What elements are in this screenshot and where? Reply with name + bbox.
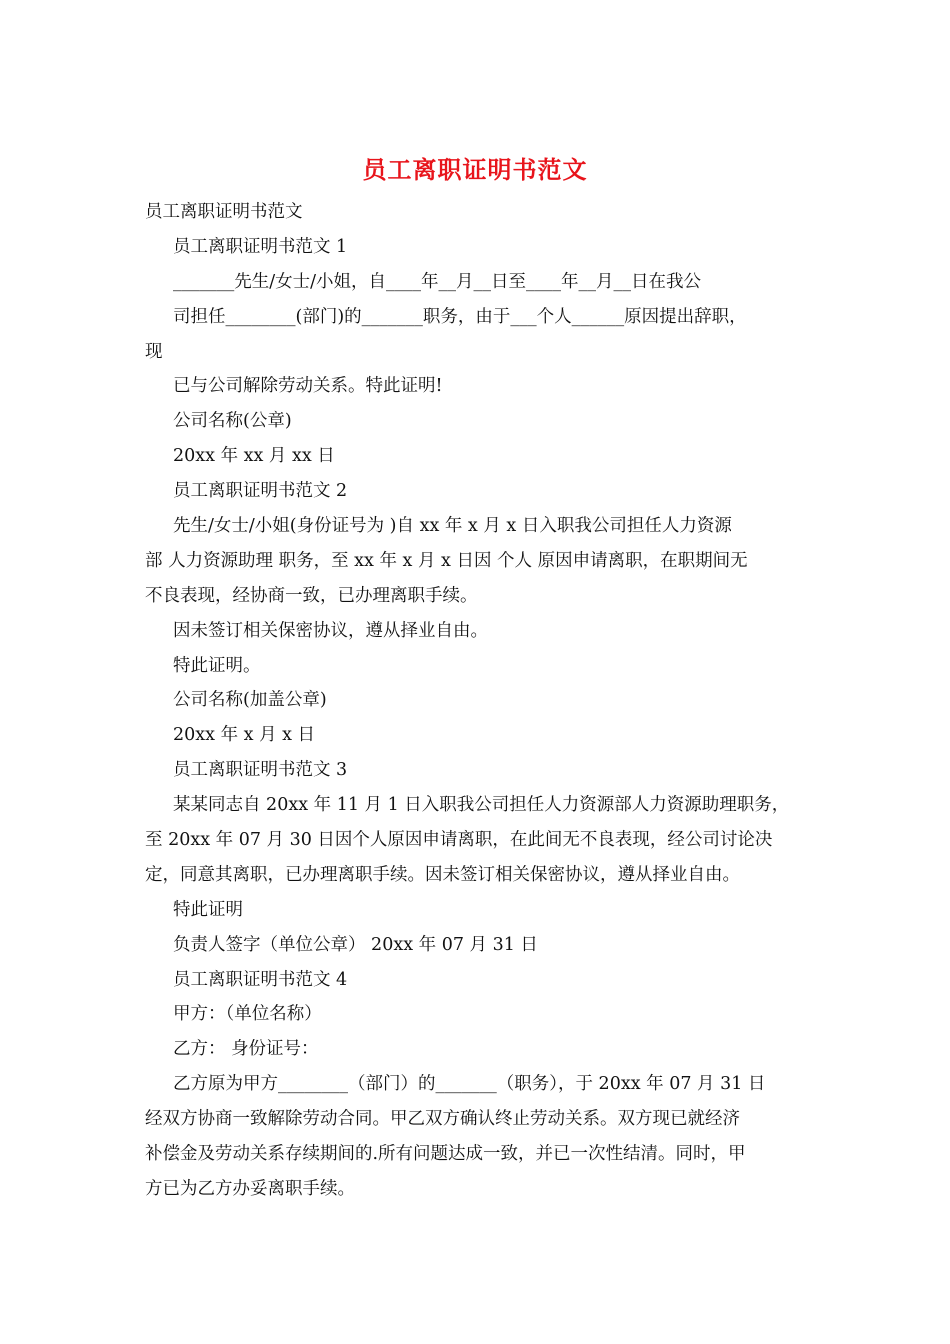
document-line: 员工离职证明书范文 [145, 202, 303, 222]
document-line: 已与公司解除劳动关系。特此证明! [173, 376, 443, 397]
document-line: 员工离职证明书范文 1 [173, 236, 348, 257]
document-line: 特此证明 [173, 899, 243, 920]
document-line: 司担任________(部门)的_______职务，由于___个人______原因提出辞职， [173, 306, 747, 327]
document-line: _______先生/女士/小姐，自____年__月__日至____年__月__日在我公 [173, 271, 702, 292]
document-line: 20xx 年 xx 月 xx 日 [173, 446, 335, 467]
document-line: 员工离职证明书范文 2 [173, 481, 348, 502]
document-body [145, 195, 815, 1207]
document-line: 公司名称(加盖公章) [173, 690, 327, 711]
document-line: 某某同志自 20xx 年 11 月 1 日入职我公司担任人力资源部人力资源助理职务， [173, 795, 790, 816]
document-line: 员工离职证明书范文 4 [173, 969, 348, 990]
document-line: 至 20xx 年 07 月 30 日因个人原因申请离职，在此间无不良表现，经公司讨论决 [145, 830, 773, 851]
document-line: 负责人签字（单位公章） 20xx 年 07 月 31 日 [173, 934, 538, 955]
document-line: 先生/女士/小姐(身份证号为 )自 xx 年 x 月 x 日入职我公司担任人力资源 [173, 516, 732, 537]
document-line: 因未签订相关保密协议，遵从择业自由。 [173, 620, 488, 641]
document-line: 20xx 年 x 月 x 日 [173, 725, 316, 746]
document-line: 补偿金及劳动关系存续期间的.所有问题达成一致，并已一次性结清。同时，甲 [145, 1144, 746, 1165]
document-line: 部 人力资源助理 职务，至 xx 年 x 月 x 日因 个人 原因申请离职，在职期间无 [145, 550, 748, 571]
document-line: 不良表现，经协商一致，已办理离职手续。 [145, 585, 478, 606]
document-line: 特此证明。 [173, 655, 261, 676]
document-line: 经双方协商一致解除劳动合同。甲乙双方确认终止劳动关系。双方现已就经济 [145, 1109, 740, 1130]
document-line: 现 [145, 341, 163, 362]
document-line: 方已为乙方办妥离职手续。 [145, 1178, 355, 1199]
document-line: 甲方：（单位名称） [173, 1004, 322, 1025]
document-line: 乙方原为甲方________（部门）的_______（职务），于 20xx 年 07 月 31 日 [173, 1074, 766, 1095]
document-line: 员工离职证明书范文 3 [173, 760, 348, 781]
document-line: 公司名称(公章) [173, 411, 292, 432]
document-title: 员工离职证明书范文 [362, 155, 588, 184]
document-line: 乙方： 身份证号： [173, 1039, 319, 1060]
document-line: 定，同意其离职，已办理离职手续。因未签订相关保密协议，遵从择业自由。 [145, 864, 740, 885]
